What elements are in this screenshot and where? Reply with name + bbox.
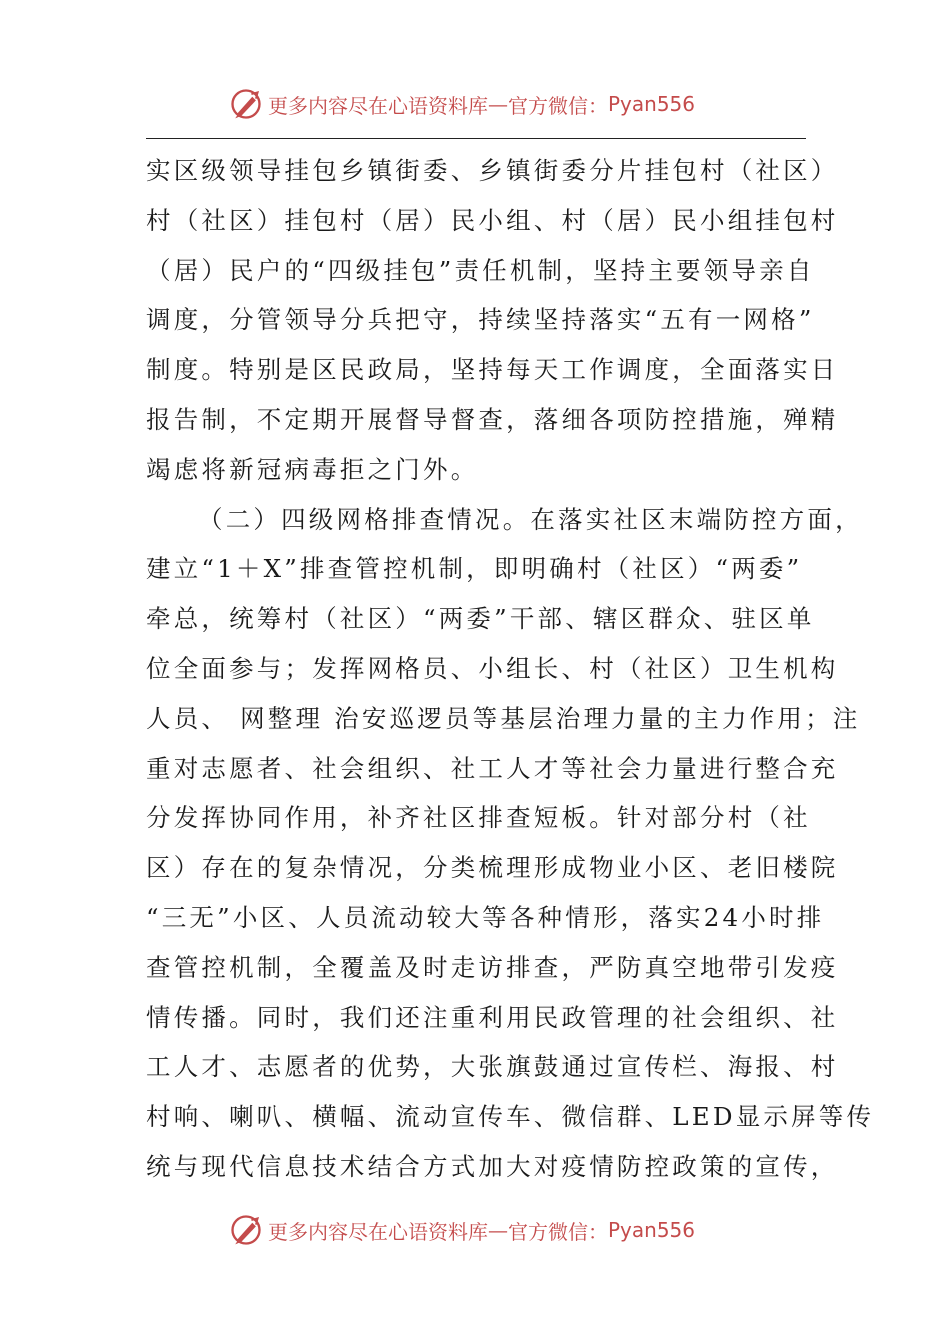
body-line: 位全面参与；发挥网格员、小组长、村（社区）卫生机构: [146, 653, 839, 683]
body-line: “三无”小区、人员流动较大等各种情形，落实24小时排: [146, 902, 825, 932]
body-line: 情传播。同时，我们还注重利用民政管理的社会组织、社: [146, 1002, 839, 1032]
body-line: 竭虑将新冠病毒拒之门外。: [146, 454, 479, 484]
body-line: 实区级领导挂包乡镇街委、乡镇街委分片挂包村（社区）: [146, 156, 839, 185]
footer-site-name: 更多内容尽在心语资料库: [268, 1219, 488, 1244]
body-line: 牵总，统筹村（社区）“两委”干部、辖区群众、驻区单: [146, 604, 815, 634]
footer-contact-label: 官方微信：: [508, 1219, 608, 1244]
header-contact-label: 官方微信：: [508, 93, 608, 118]
section-heading-line: （二）四级网格排查情况。在落实社区末端防控方面，: [198, 504, 863, 534]
pen-nib-logo-icon: [228, 1212, 264, 1248]
body-line: 建立“1＋X”排查管控机制，即明确村（社区）“两委”: [146, 554, 803, 584]
body-line: 查管控机制，全覆盖及时走访排查，严防真空地带引发疫: [146, 952, 839, 982]
body-line: 调度，分管领导分兵把守，持续坚持落实“五有一网格”: [146, 305, 815, 335]
body-line: 报告制，不定期开展督导督查，落细各项防控措施，殚精: [146, 404, 839, 434]
header-contact-id: Pyan556: [608, 92, 696, 116]
header-banner: [0, 82, 950, 126]
footer-contact-id: Pyan556: [608, 1218, 696, 1242]
document-body: [146, 146, 875, 1192]
body-line: 工人才、志愿者的优势，大张旗鼓通过宣传栏、海报、村: [146, 1052, 839, 1082]
body-line: 村响、喇叭、横幅、流动宣传车、微信群、LED显示屏等传: [146, 1102, 875, 1132]
header-divider: [146, 138, 806, 139]
footer-banner: [0, 1208, 950, 1252]
header-site-name: 更多内容尽在心语资料库: [268, 93, 488, 118]
pen-nib-logo-icon: [228, 86, 264, 122]
body-line: 分发挥协同作用，补齐社区排查短板。针对部分村（社: [146, 803, 811, 833]
body-line: 统与现代信息技术结合方式加大对疫情防控政策的宣传，: [146, 1151, 839, 1181]
body-line: 人员、 网整理 治安巡逻员等基层治理力量的主力作用；注: [146, 703, 861, 733]
body-line: 重对志愿者、社会组织、社工人才等社会力量进行整合充: [146, 753, 839, 783]
body-line: （居）民户的“四级挂包”责任机制，坚持主要领导亲自: [146, 255, 815, 285]
body-line: 区）存在的复杂情况，分类梳理形成物业小区、老旧楼院: [146, 853, 839, 883]
body-line: 村（社区）挂包村（居）民小组、村（居）民小组挂包村: [146, 205, 839, 235]
header-dash: —: [488, 92, 508, 116]
footer-dash: —: [488, 1218, 508, 1242]
body-line: 制度。特别是区民政局，坚持每天工作调度，全面落实日: [146, 355, 839, 385]
